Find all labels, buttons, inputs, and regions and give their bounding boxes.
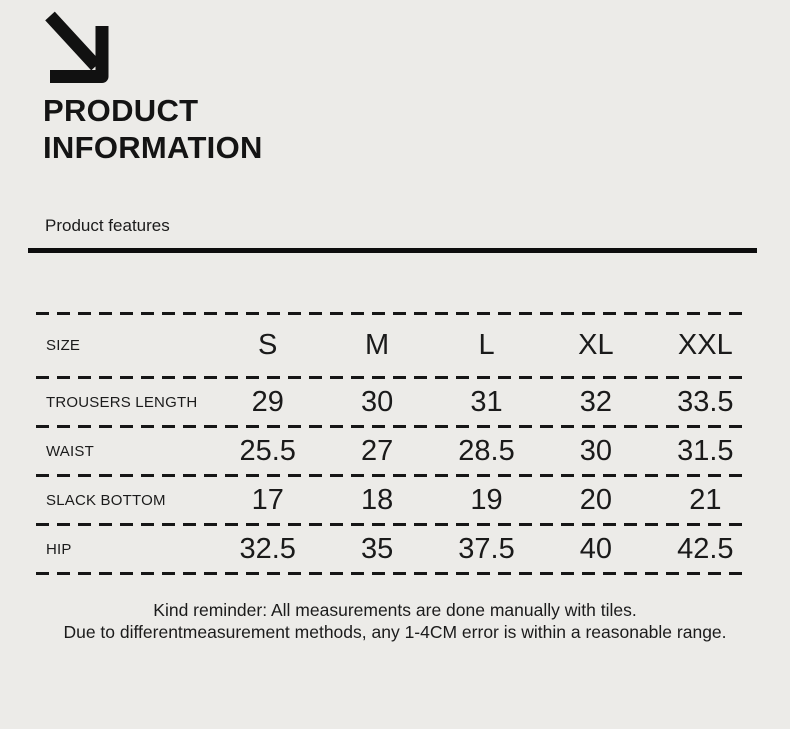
cell-value: 28.5 xyxy=(458,434,515,467)
cell-value: 35 xyxy=(360,532,394,565)
cell-value: 25.5 xyxy=(239,434,296,467)
size-col-xxl: XXL xyxy=(677,329,733,361)
page-title xyxy=(43,92,263,166)
row-label: TROUSERS LENGTH xyxy=(46,393,198,411)
cell-value: 40 xyxy=(579,532,613,565)
cell-value: 17 xyxy=(251,483,284,516)
cell-value: 30 xyxy=(360,385,394,418)
cell-value: 31 xyxy=(470,385,503,418)
table-row-slack-bottom xyxy=(36,477,760,523)
section-divider-rule xyxy=(28,248,757,253)
cell-value: 30 xyxy=(579,434,613,467)
table-row-hip xyxy=(36,526,760,572)
size-col-xl: XL xyxy=(578,329,614,361)
cell-value: 42.5 xyxy=(677,532,734,565)
product-features-label: Product features xyxy=(45,216,170,235)
size-col-m: M xyxy=(365,329,390,361)
cell-value: 37.5 xyxy=(458,532,515,565)
row-label: SLACK BOTTOM xyxy=(46,491,166,509)
cell-value: 33.5 xyxy=(677,385,734,418)
cell-value: 32.5 xyxy=(239,532,296,565)
cell-value: 27 xyxy=(360,434,394,467)
size-header-row xyxy=(36,315,760,376)
table-row-trousers-length xyxy=(36,379,760,425)
cell-value: 29 xyxy=(251,385,284,418)
cell-value: 19 xyxy=(470,483,503,516)
size-col-s: S xyxy=(258,329,278,361)
page-title-line1: PRODUCT xyxy=(43,93,199,128)
row-label: WAIST xyxy=(46,442,94,460)
cell-value: 31.5 xyxy=(677,434,734,467)
row-label: HIP xyxy=(46,540,72,558)
table-border-bottom xyxy=(36,572,745,575)
table-row-waist xyxy=(36,428,760,474)
cell-value: 21 xyxy=(689,483,722,516)
page-title-line2: INFORMATION xyxy=(43,130,263,165)
cell-value: 32 xyxy=(579,385,613,418)
arrow-down-right-icon xyxy=(45,10,111,89)
cell-value: 20 xyxy=(579,483,613,516)
cell-value: 18 xyxy=(360,483,394,516)
size-table xyxy=(36,312,760,575)
kind-reminder-line2: Due to differentmeasurement methods, any 1-4CM error is within a reasonable range. xyxy=(63,621,727,642)
kind-reminder-line1: Kind reminder: All measurements are done manually with tiles. xyxy=(153,600,637,620)
size-header-label: SIZE xyxy=(46,337,81,354)
size-col-l: L xyxy=(478,329,495,361)
kind-reminder-note xyxy=(0,600,790,643)
